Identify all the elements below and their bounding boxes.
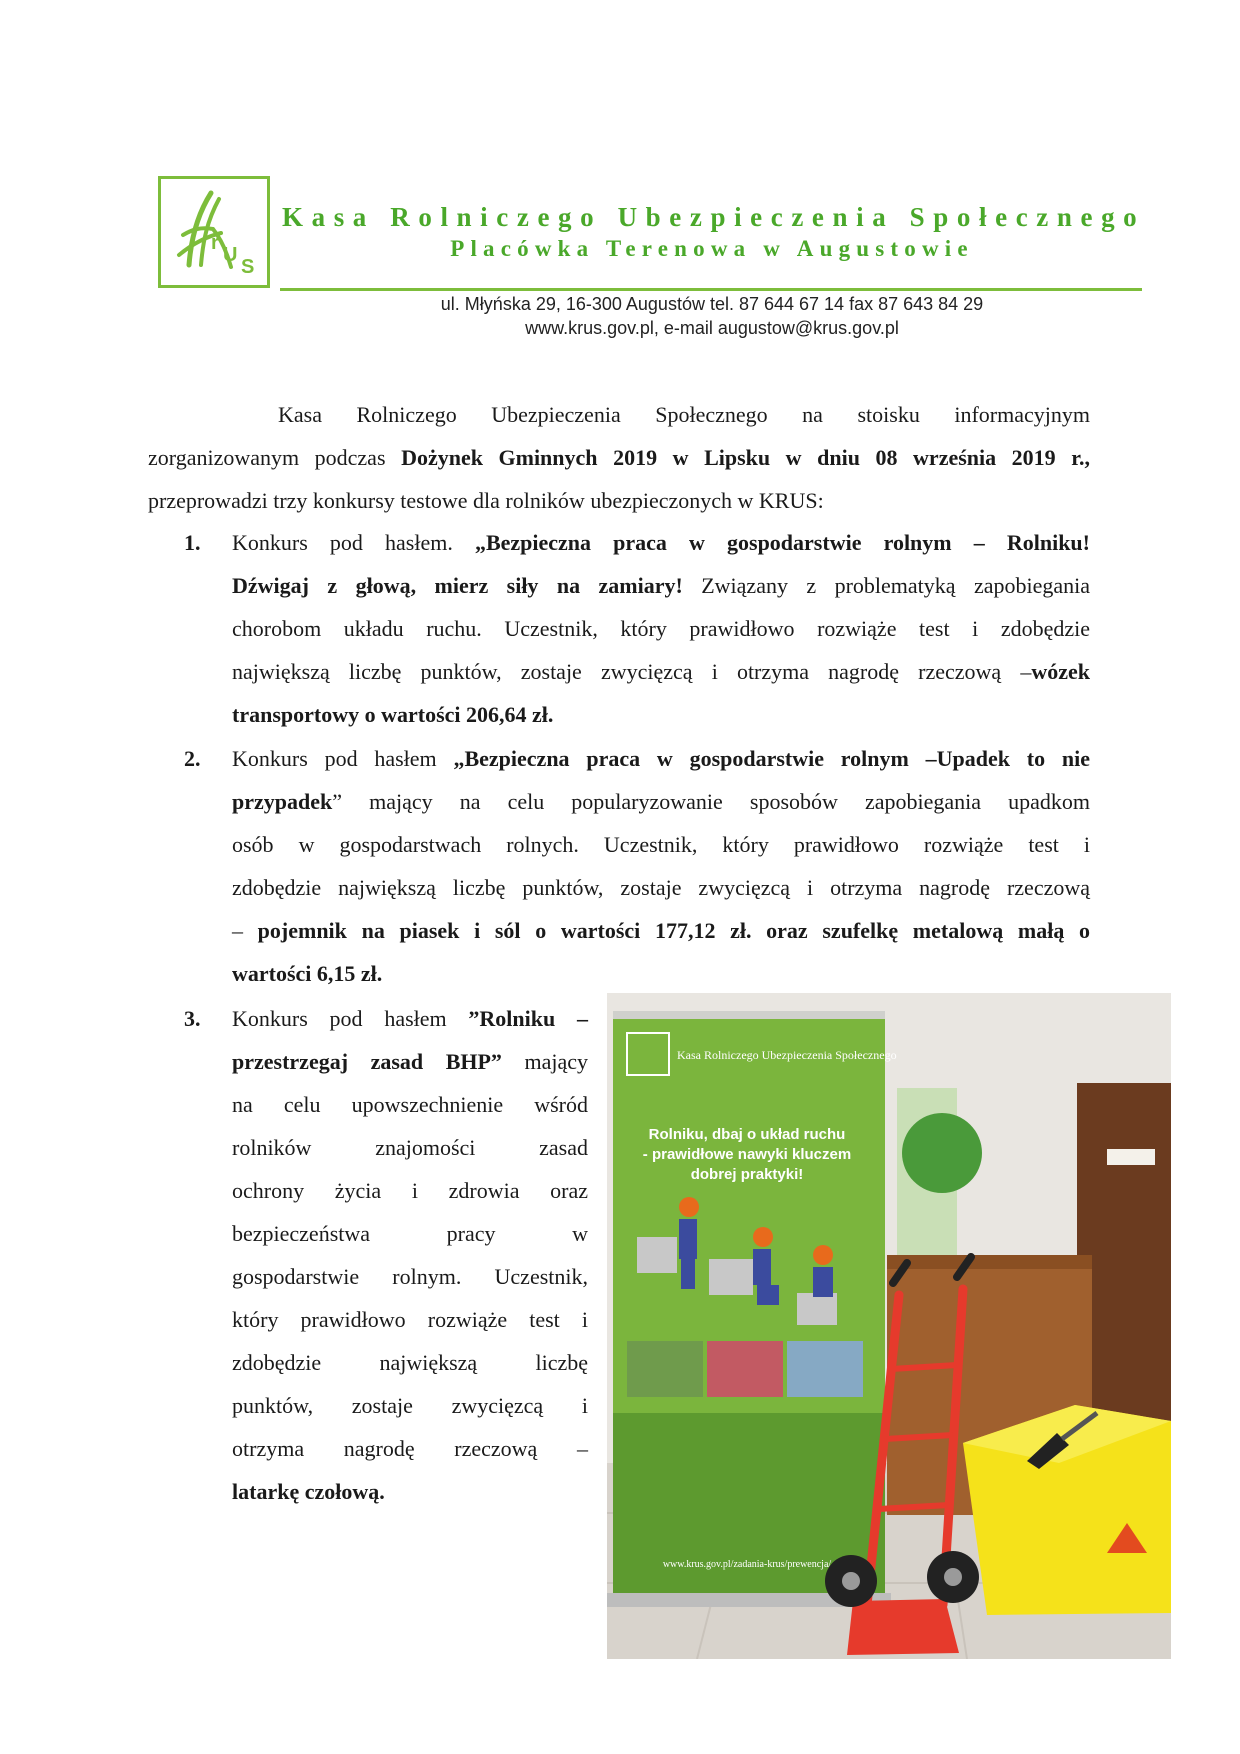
contest-3-line: punktów, zostaje zwycięzcą i xyxy=(232,1393,588,1418)
header-divider xyxy=(280,288,1142,291)
contest-3-line: który prawidłowo rozwiąże test i xyxy=(232,1307,588,1332)
contest-3-line: ochrony życia i zdrowia oraz xyxy=(232,1178,588,1203)
contact-web-email: www.krus.gov.pl, e-mail augustow@krus.gov.pl xyxy=(525,318,899,338)
svg-text:Kasa Rolniczego Ubezpieczenia: Kasa Rolniczego Ubezpieczenia Społecznego xyxy=(677,1048,897,1062)
svg-text:r: r xyxy=(211,232,219,254)
intro-line-1: Kasa Rolniczego Ubezpieczenia Społecznego na stoisku informacyjnym xyxy=(278,402,1090,427)
org-name: Kasa Rolniczego Ubezpieczenia Społecznego xyxy=(282,202,1146,232)
contest-3-line: bezpieczeństwa pracy w xyxy=(232,1221,588,1246)
contest-3-line: latarkę czołową. xyxy=(232,1479,385,1504)
contest-3-line: przestrzegaj zasad BHP” mający xyxy=(232,1049,588,1074)
contest-number: 3. xyxy=(184,1006,201,1031)
svg-text:S: S xyxy=(241,256,255,278)
contest-3-line: rolników znajomości zasad xyxy=(232,1135,588,1160)
intro-paragraph xyxy=(148,397,1090,526)
svg-text:Rolniku, dbaj o układ ruchu: Rolniku, dbaj o układ ruchu xyxy=(648,1126,846,1143)
sand-salt-bin xyxy=(963,1405,1171,1615)
svg-text:- prawidłowe nawyki kluczem: - prawidłowe nawyki kluczem xyxy=(642,1146,852,1163)
booth-photo-illustration xyxy=(607,993,1171,1659)
contest-body: Konkurs pod hasłem. „Bezpieczna praca w gospodarstwie rolnym – Rolniku! Dźwigaj z głową, mierz siły na zamiary! Związany z problematyką zapobiegania chorobom układu ruchu. Uczestnik, który prawidłowo rozwiąże test i zdobędzie największą liczbę punktów, zostaje zwycięzcą i otrzyma nagrodę rzeczową –wózek transportowy o wartości 206,64 zł. xyxy=(232,530,1090,727)
intro-line-3: przeprowadzi trzy konkursy testowe dla rolników ubezpieczonych w KRUS: xyxy=(148,488,824,513)
contest-body xyxy=(232,997,588,1513)
contest-3-line: zdobędzie największą liczbę xyxy=(232,1350,588,1375)
intro-line-2: zorganizowanym podczas Dożynek Gminnych 2019 w Lipsku w dniu 08 września 2019 r., xyxy=(148,445,1090,470)
prize-photo xyxy=(607,993,1171,1659)
contest-number: 1. xyxy=(184,530,201,555)
svg-text:www.krus.gov.pl/zadania-krus/p: www.krus.gov.pl/zadania-krus/prewencja/ xyxy=(662,1559,832,1570)
contest-3-line: gospodarstwie rolnym. Uczestnik, xyxy=(232,1264,588,1289)
contest-3-line: na celu upowszechnienie wśród xyxy=(232,1092,588,1117)
svg-text:U: U xyxy=(223,244,238,266)
branch-name: Placówka Terenowa w Augustowie xyxy=(450,236,974,261)
contest-3-line: otrzyma nagrodę rzeczową – xyxy=(232,1436,588,1461)
contact-address: ul. Młyńska 29, 16-300 Augustów tel. 87 644 67 14 fax 87 643 84 29 xyxy=(440,294,984,314)
svg-text:dobrej praktyki!: dobrej praktyki! xyxy=(690,1166,804,1183)
contest-body: Konkurs pod hasłem „Bezpieczna praca w gospodarstwie rolnym –Upadek to nie przypadek” mający na celu popularyzowanie sposobów zapobiegania upadkom osób w gospodarstwach rolnych. Uczestnik, który prawidłowo rozwiąże test i zdobędzie największą liczbę punktów, zostaje zwycięzcą i otrzyma nagrodę rzeczową – pojemnik na piasek i sól o wartości 177,12 zł. oraz szufelkę metalową małą o wartości 6,15 zł. xyxy=(232,746,1091,986)
contest-number: 2. xyxy=(184,746,201,771)
krus-logo xyxy=(158,176,270,288)
krus-logo-icon xyxy=(161,179,267,285)
contest-3-line: Konkurs pod hasłem ”Rolniku – xyxy=(232,1006,588,1031)
